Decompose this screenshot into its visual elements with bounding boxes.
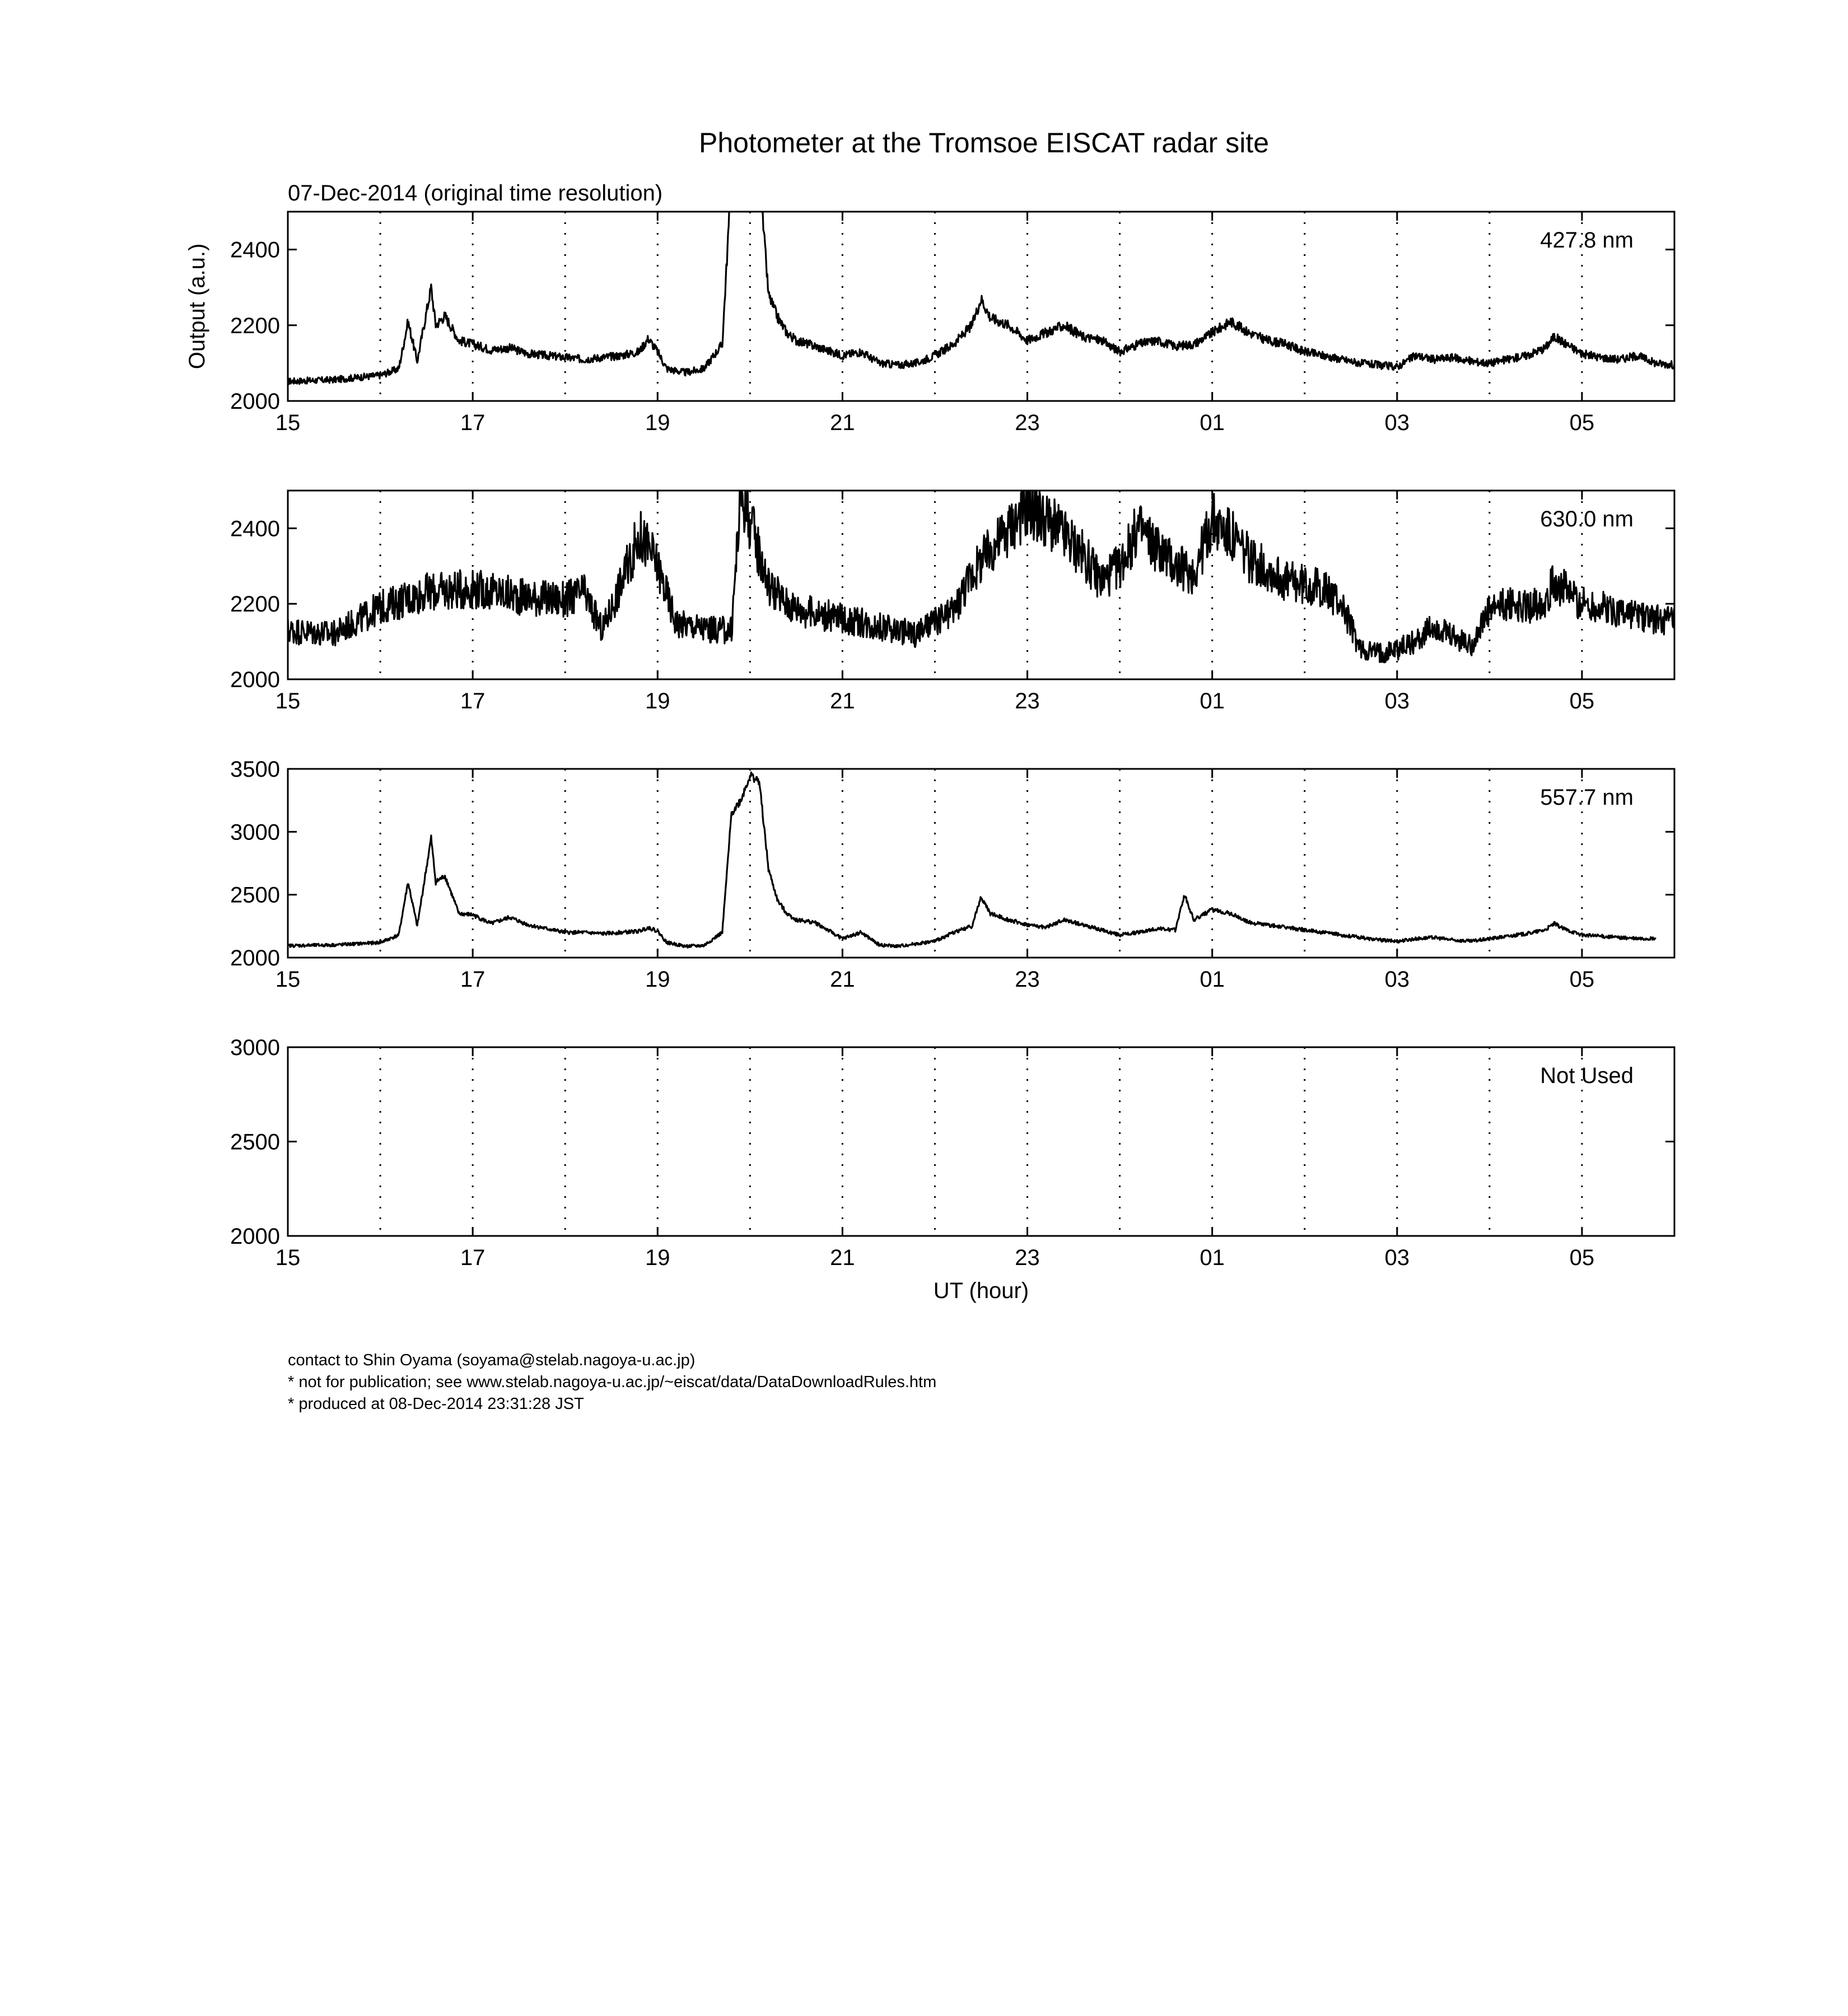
x-tick-label: 19	[645, 410, 670, 435]
axes-box	[288, 769, 1674, 958]
y-tick-label: 2000	[230, 1224, 280, 1249]
y-tick-label: 2200	[230, 313, 280, 338]
y-tick-label: 2400	[230, 237, 280, 263]
x-tick-label: 23	[1015, 1245, 1040, 1270]
x-tick-label: 15	[275, 689, 301, 713]
x-tick-label: 01	[1200, 1245, 1225, 1270]
panel-wavelength-label: 557.7 nm	[1540, 785, 1634, 810]
x-tick-label: 23	[1015, 410, 1040, 435]
notice-line: * not for publication; see www.stelab.nagoya-u.ac.jp/~eiscat/data/DataDownloadRules.htm	[288, 1373, 937, 1391]
x-tick-label: 05	[1569, 410, 1595, 435]
x-tick-label: 03	[1384, 410, 1410, 435]
y-tick-label: 3000	[230, 820, 280, 845]
panel-wavelength-label: Not Used	[1540, 1063, 1634, 1088]
x-tick-label: 19	[645, 1245, 670, 1270]
x-tick-label: 01	[1200, 689, 1225, 713]
chart-subtitle: 07-Dec-2014 (original time resolution)	[288, 181, 663, 206]
x-tick-label: 03	[1384, 967, 1410, 992]
panels-group	[185, 165, 1674, 1303]
footer-notes	[288, 1350, 936, 1415]
x-tick-label: 21	[830, 410, 855, 435]
series-line-630-0-nm	[288, 470, 1674, 662]
x-tick-label: 05	[1569, 1245, 1595, 1270]
x-tick-label: 05	[1569, 967, 1595, 992]
x-tick-label: 23	[1015, 967, 1040, 992]
produced-line: * produced at 08-Dec-2014 23:31:28 JST	[288, 1395, 584, 1413]
panel-4	[230, 1035, 1674, 1270]
y-tick-label: 2200	[230, 592, 280, 617]
chart-title: Photometer at the Tromsoe EISCAT radar site	[698, 127, 1270, 158]
x-tick-label: 17	[460, 967, 486, 992]
panel-3	[230, 757, 1674, 992]
x-tick-label: 05	[1569, 689, 1595, 713]
y-tick-label: 2000	[230, 668, 280, 692]
x-tick-label: 17	[460, 1245, 486, 1270]
x-tick-label: 21	[830, 1245, 855, 1270]
x-tick-label: 17	[460, 410, 486, 435]
x-tick-label: 23	[1015, 689, 1040, 713]
y-tick-label: 2500	[230, 1130, 280, 1155]
panel-2	[230, 470, 1674, 713]
y-tick-label: 2000	[230, 946, 280, 970]
x-tick-label: 15	[275, 410, 301, 435]
y-tick-label: 2500	[230, 883, 280, 908]
x-tick-label: 21	[830, 689, 855, 713]
x-tick-label: 17	[460, 689, 486, 713]
x-tick-label: 15	[275, 967, 301, 992]
y-tick-label: 2000	[230, 389, 280, 414]
y-tick-label: 3500	[230, 757, 280, 782]
x-tick-label: 15	[275, 1245, 301, 1270]
x-axis-label: UT (hour)	[933, 1278, 1029, 1303]
panel-wavelength-label: 630.0 nm	[1540, 507, 1634, 531]
series-line-557-7-nm	[288, 772, 1656, 948]
y-tick-label: 3000	[230, 1035, 280, 1060]
axes-box	[288, 1047, 1674, 1236]
x-tick-label: 03	[1384, 689, 1410, 713]
y-tick-label: 2400	[230, 516, 280, 542]
x-tick-label: 01	[1200, 410, 1225, 435]
x-tick-label: 19	[645, 967, 670, 992]
x-tick-label: 03	[1384, 1245, 1410, 1270]
x-tick-label: 21	[830, 967, 855, 992]
panel-wavelength-label: 427.8 nm	[1540, 228, 1634, 253]
y-axis-label: Output (a.u.)	[185, 243, 209, 370]
axes-box	[288, 212, 1674, 401]
x-tick-label: 01	[1200, 967, 1225, 992]
x-tick-label: 19	[645, 689, 670, 713]
contact-line: contact to Shin Oyama (soyama@stelab.nagoya-u.ac.jp)	[288, 1351, 696, 1369]
